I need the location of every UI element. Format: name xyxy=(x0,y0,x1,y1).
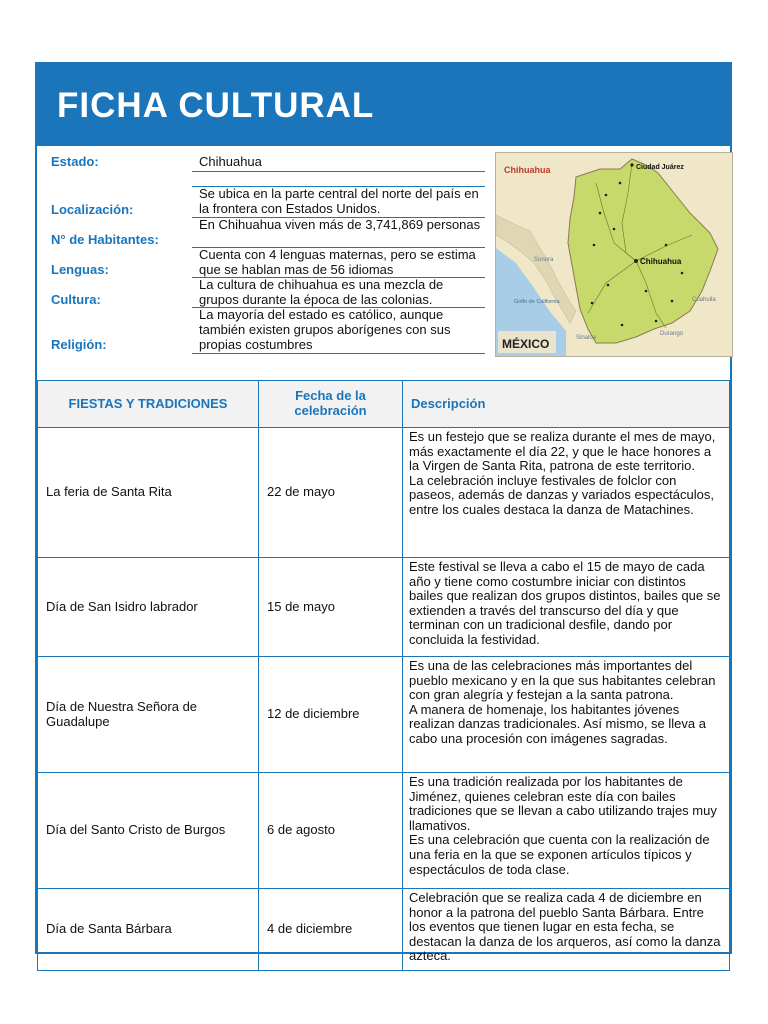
map-label-sinaloa: Sinaloa xyxy=(576,335,597,341)
table-row xyxy=(38,558,730,657)
header-descripcion: Descripción xyxy=(403,381,730,428)
cell-fecha: 4 de diciembre xyxy=(259,889,403,971)
cell-fiesta: La feria de Santa Rita xyxy=(38,428,259,558)
table-row xyxy=(38,889,730,971)
cell-fiesta: Día de Santa Bárbara xyxy=(38,889,259,971)
map-capital-label: Chihuahua xyxy=(640,257,682,266)
table-row xyxy=(38,428,730,558)
cell-fiesta: Día del Santo Cristo de Burgos xyxy=(38,773,259,889)
cell-fecha: 15 de mayo xyxy=(259,558,403,657)
value-habitantes: En Chihuahua viven más de 3,741,869 personas xyxy=(199,217,481,232)
map-label-coahuila: Coahuila xyxy=(692,297,716,303)
map-label-durango: Durango xyxy=(660,331,684,337)
table-row xyxy=(38,657,730,773)
label-estado: Estado: xyxy=(51,154,99,169)
table-row xyxy=(38,773,730,889)
title-bar xyxy=(37,64,730,146)
cell-descripcion: Es una tradición realizada por los habitantes de Jiménez, quienes celebran este día con bailes tradiciones que se llevan a cabo utilizando trajes muy llamativos. Es una celebración que cuenta con la realización de una feria en la que se exponen artículos típicos y espectáculos de toda clase. xyxy=(403,773,730,889)
cell-fiesta: Día de San Isidro labrador xyxy=(38,558,259,657)
label-habitantes: N° de Habitantes: xyxy=(51,232,159,247)
map-label-golfo: Golfo de California xyxy=(514,299,560,305)
map-country-label: MÉXICO xyxy=(502,337,550,351)
cell-fecha: 6 de agosto xyxy=(259,773,403,889)
value-localizacion: Se ubica en la parte central del norte del país en la frontera con Estados Unidos. xyxy=(199,186,479,216)
map-label-ciudad-juarez: Ciudad Juárez xyxy=(636,164,684,171)
cell-fiesta: Día de Nuestra Señora de Guadalupe xyxy=(38,657,259,773)
map-graphic xyxy=(496,153,732,356)
chihuahua-map xyxy=(495,152,733,357)
table-header-row xyxy=(38,381,730,428)
value-estado: Chihuahua xyxy=(199,154,262,169)
label-lenguas: Lenguas: xyxy=(51,262,109,277)
cell-descripcion: Este festival se lleva a cabo el 15 de mayo de cada año y tiene como costumbre iniciar con distintos bailes que realizan dos grupos distintos, bailes que se extienden a través del transcurso del día y que terminan con un tradicional desfile, dando por concluida la festividad. xyxy=(403,558,730,657)
cell-fecha: 22 de mayo xyxy=(259,428,403,558)
map-label-sonora: Sonora xyxy=(534,257,554,263)
label-religion: Religión: xyxy=(51,337,107,352)
label-localizacion: Localización: xyxy=(51,202,134,217)
ficha-cultural-sheet xyxy=(35,62,732,964)
header-fecha: Fecha de la celebración xyxy=(259,381,403,428)
rule-religion xyxy=(192,353,485,354)
fiestas-table xyxy=(37,380,730,971)
cell-descripcion: Es un festejo que se realiza durante el mes de mayo, más exactamente el día 22, y que le hace honores a la Virgen de Santa Rita, patrona de este territorio. La celebración incluye festivales de folclor con paseos, además de danzas y variados espectáculos, entre los cuales destaca la danza de Matachines. xyxy=(403,428,730,558)
cell-descripcion: Es una de las celebraciones más importantes del pueblo mexicano y en la que sus habitantes celebran con gran alegría y festejan a la santa patrona. A manera de homenaje, los habitantes jóvenes realizan danzas tradicionales. Así mismo, se lleva a cabo una procesión con imágenes sagradas. xyxy=(403,657,730,773)
label-cultura: Cultura: xyxy=(51,292,101,307)
page-title: FICHA CULTURAL xyxy=(57,86,375,125)
rule-estado xyxy=(192,171,485,172)
map-state-label: Chihuahua xyxy=(504,165,551,175)
cell-fecha: 12 de diciembre xyxy=(259,657,403,773)
value-lenguas: Cuenta con 4 lenguas maternas, pero se estima que se hablan mas de 56 idiomas xyxy=(199,247,476,277)
cell-descripcion: Celebración que se realiza cada 4 de diciembre en honor a la patrona del pueblo Santa Bárbara. Entre los eventos que tienen lugar en esta fecha, se destacan la danza de los arqueros, así como la danza azteca. xyxy=(403,889,730,971)
value-cultura: La cultura de chihuahua es una mezcla de grupos durante la época de las colonias. xyxy=(199,277,444,307)
value-religion: La mayoría del estado es católico, aunque también existen grupos aborígenes con sus propias costumbres xyxy=(199,307,451,352)
header-fiestas: FIESTAS Y TRADICIONES xyxy=(38,381,259,428)
